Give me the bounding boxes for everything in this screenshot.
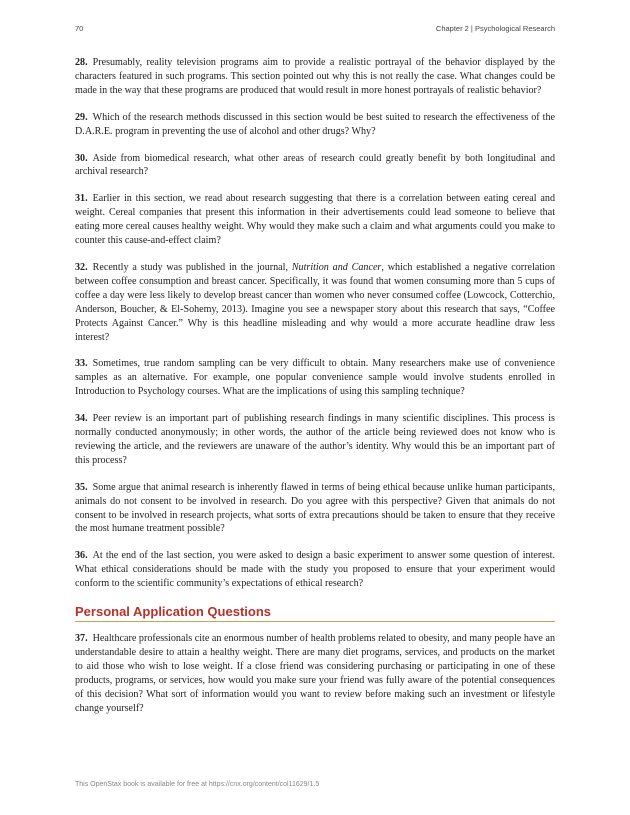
question-28: 28. Presumably, reality television programs aim to provide a realistic portrayal of the behavior displayed by the characters featured in such programs. This section pointed out why this is not really the case. What changes could be made in the way that these programs are produced that would result in more honest portrayals of realistic behavior? xyxy=(75,57,555,96)
page-content xyxy=(75,56,555,729)
question-36: 36. At the end of the last section, you were asked to design a basic experiment to answer some question of interest. What ethical considerations should be made with the study you proposed to ensure that your experiment would conform to the scientific community’s expectations of ethical research? xyxy=(75,550,555,590)
page-header xyxy=(75,24,555,36)
section-heading: Personal Application Questions xyxy=(75,604,555,622)
question-34: 34. Peer review is an important part of publishing research findings in many scientific disciplines. This process is normally conducted anonymously; in other words, the author of the article being reviewed does not know who is reviewing the article, and the reviewers are unaware of the author’s identity. Why would this be an important part of this process? xyxy=(75,413,555,466)
question-35: 35. Some argue that animal research is inherently flawed in terms of being ethical because unlike human participants, animals do not consent to be involved in research. Do you agree with this perspective? Given that animals do not consent to be involved in research projects, what sorts of extra precautions should be taken to ensure that they receive the most humane treatment possible? xyxy=(75,481,555,535)
question-30: 30. Aside from biomedical research, what other areas of research could greatly benefit by both longitudinal and archival research? xyxy=(75,152,555,178)
question-33: 33. Sometimes, true random sampling can be very difficult to obtain. Many researchers make use of convenience samples as an alternative. For example, one popular convenience sample would involve students enrolled in Introduction to Psychology courses. What are the implications of using this sampling technique? xyxy=(75,358,555,398)
question-37: 37. Healthcare professionals cite an enormous number of health problems related to obesity, and many people have an understandable desire to attain a healthy weight. There are many diet programs, services, and products on the market to aid those who wish to lose weight. If a close friend was considering purchasing or participating in one of these products, programs, or services, how would you make sure your friend was fully aware of the potential consequences of this decision? What sort of information would you want to review before making such an investment or lifestyle change yourself? xyxy=(75,633,555,714)
page-number: 70 xyxy=(75,24,84,33)
page-footer: This OpenStax book is available for free at https://cnx.org/content/col11629/1.5 xyxy=(75,781,320,788)
journal-title: Nutrition and Cancer xyxy=(291,261,382,273)
question-31: 31. Earlier in this section, we read about research suggesting that there is a correlation between eating cereal and weight. Cereal companies that present this information in their advertisements could lead someone to believe that eating more cereal causes healthy weight. Why would they make such a claim and what arguments could you make to counter this cause-and-effect claim? xyxy=(75,193,555,247)
question-29: 29. Which of the research methods discussed in this section would be best suited to research the effectiveness of the D.A.R.E. program in preventing the use of alcohol and other drugs? Why? xyxy=(75,111,555,137)
question-32: 32. Recently a study was published in the journal, Nutrition and Cancer, which established a negative correlation between coffee consumption and breast cancer. Specifically, it was found that women consuming more than 5 cups of coffee a day were less likely to develop breast cancer than women who never consumed coffee (Lowcock, Cotterchio, Anderson, Boucher, & El-Sohemy, 2013). Imagine you see a newspaper story about this research that says, “Coffee Protects Against Cancer.” Why is this headline misleading and why would a more accurate headline draw less interest? xyxy=(75,261,555,343)
chapter-title: Chapter 2 | Psychological Research xyxy=(435,24,555,33)
